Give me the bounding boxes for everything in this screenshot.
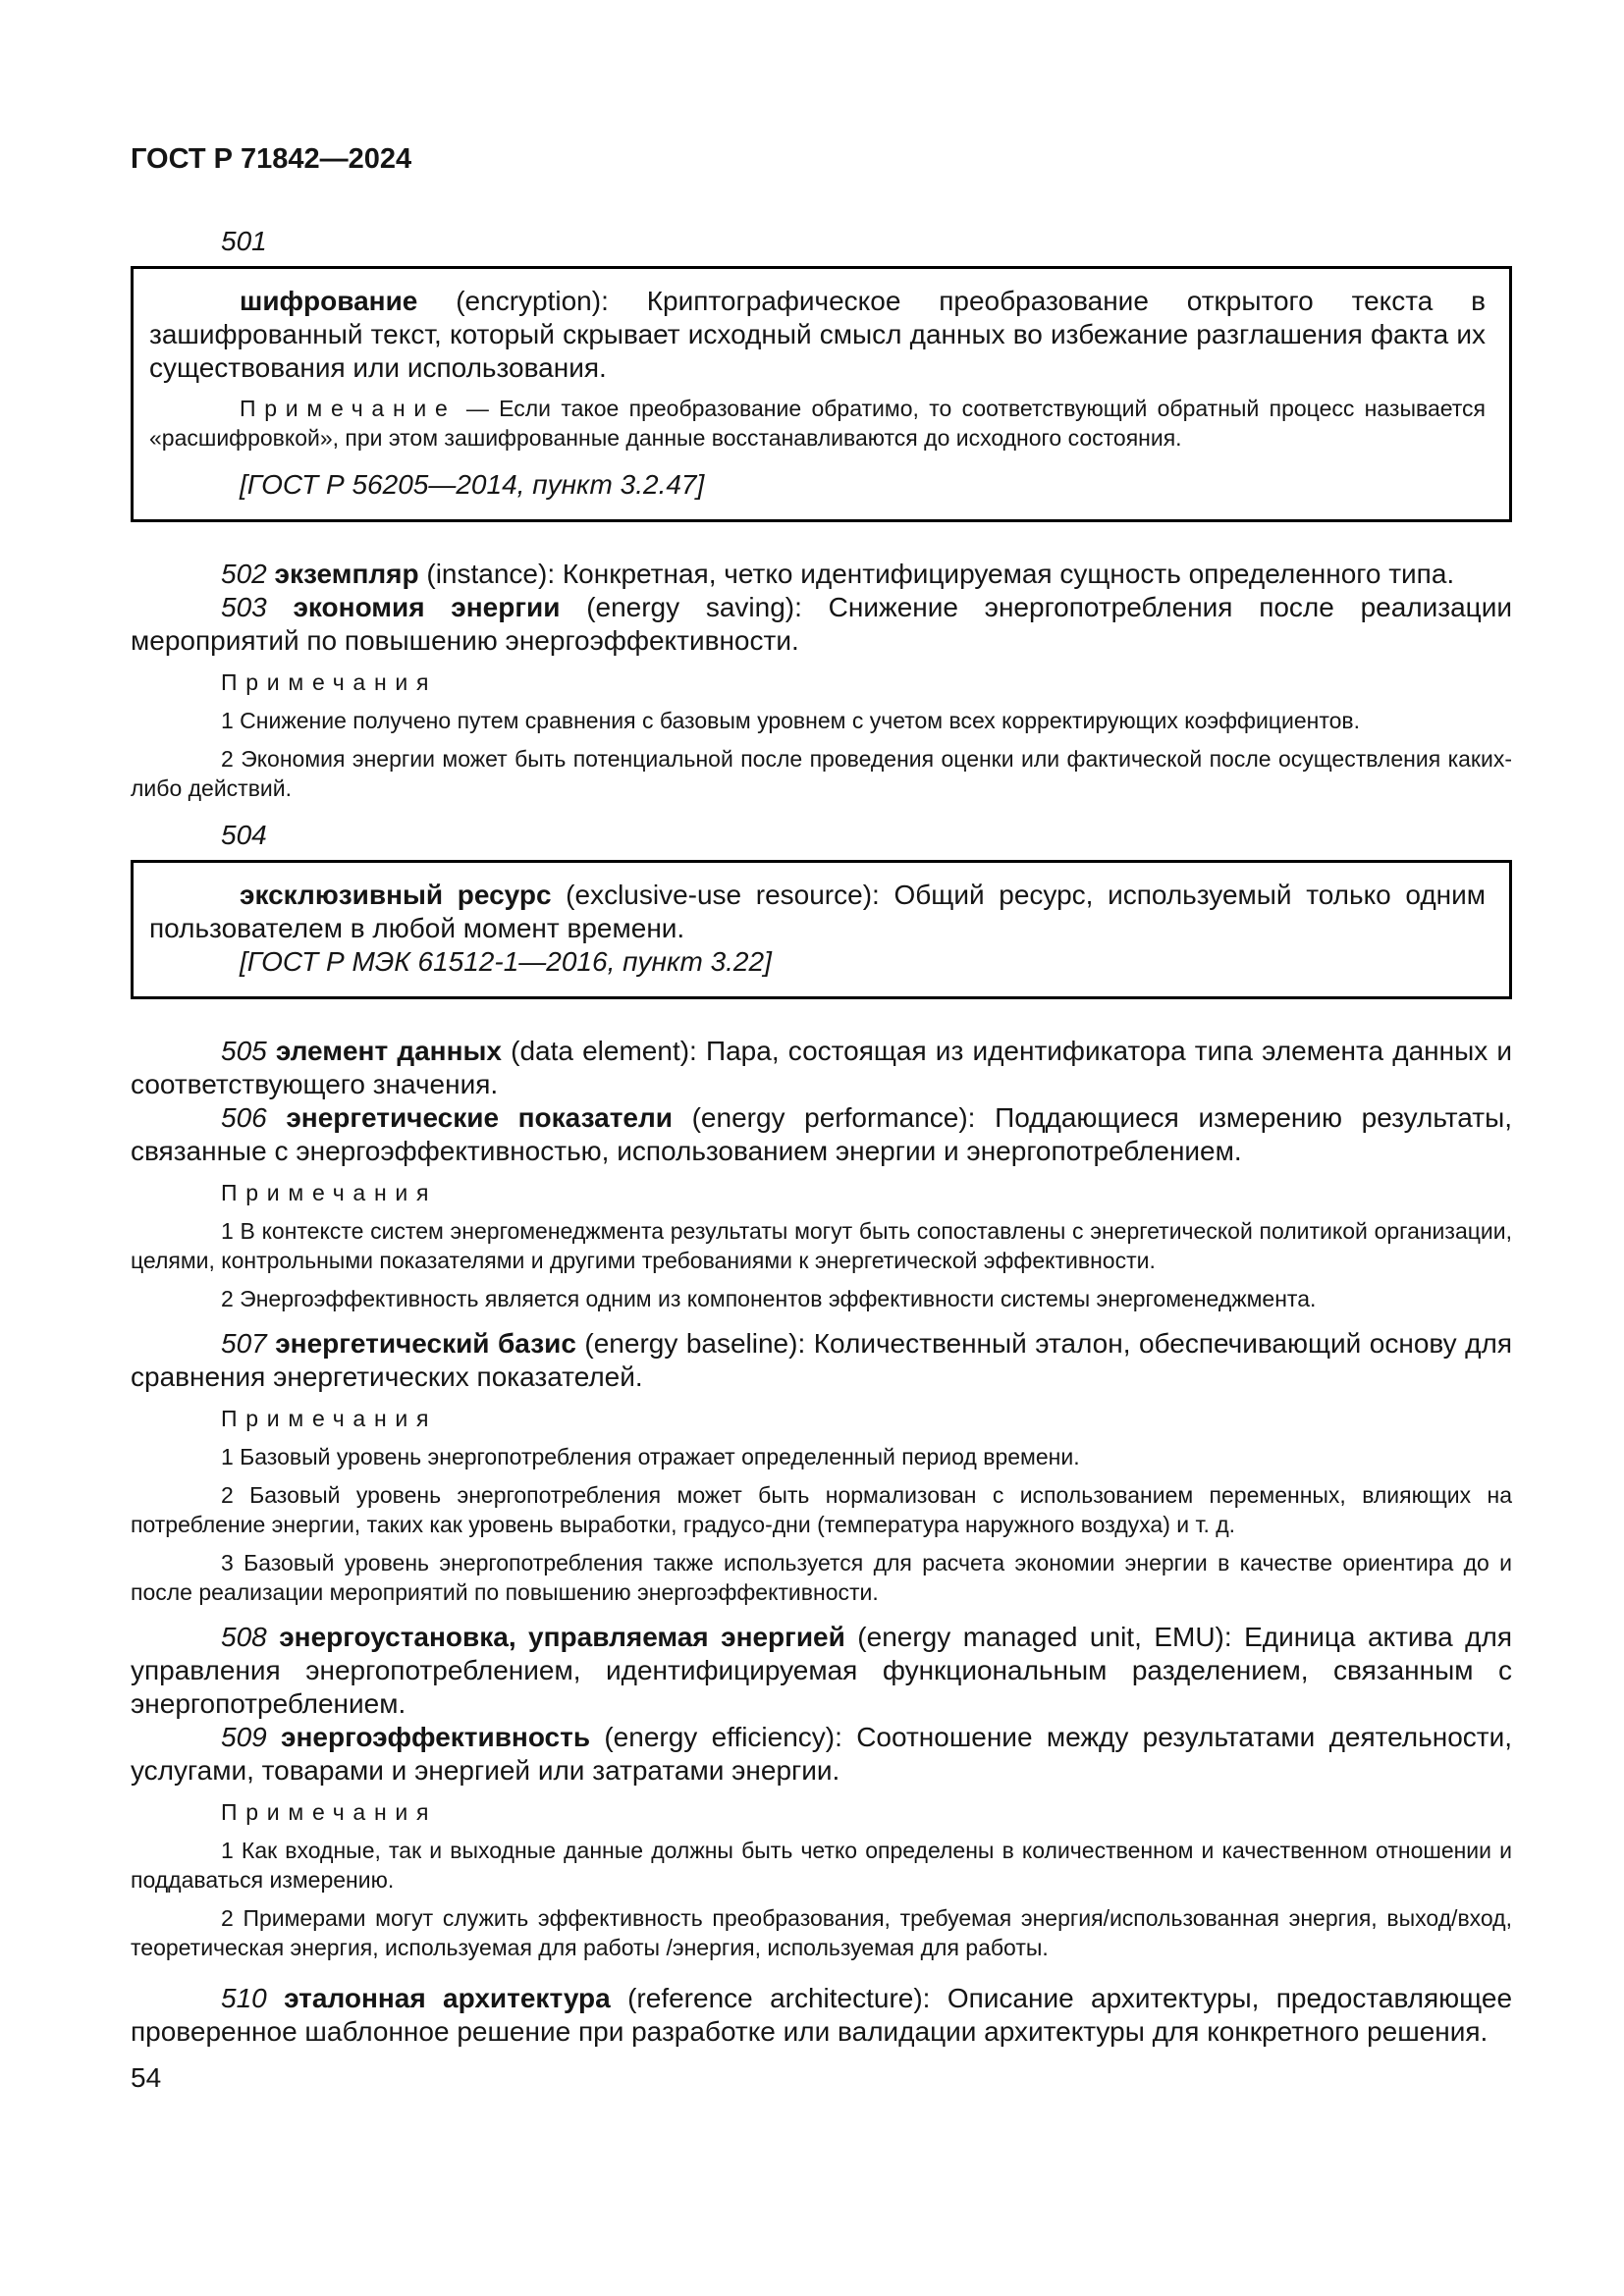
note-506-2: 2 Энергоэффективность является одним из компонентов эффективности системы энергоменеджмента.: [221, 1286, 1317, 1311]
term-text-506: Поддающиеся измерению результаты, связанные с энергоэффективностью, использованием энергии и энергопотреблением.: [131, 1102, 1512, 1166]
term-number-505: 505: [221, 1036, 267, 1066]
note-503-1: 1 Снижение получено путем сравнения с базовым уровнем с учетом всех корректирующих коэффициентов.: [221, 708, 1360, 733]
term-name-509: энергоэффективность: [281, 1722, 591, 1752]
term-text-503: Снижение энергопотребления после реализации мероприятий по повышению энергоэффективности.: [131, 592, 1512, 656]
term-lang-501: (encryption):: [456, 286, 609, 316]
term-number-508: 508: [221, 1622, 267, 1652]
term-lang-504: (exclusive-use resource):: [566, 880, 880, 910]
term-number-501: 501: [221, 226, 267, 256]
term-number-503: 503: [221, 592, 267, 622]
term-definition-510: [131, 1982, 1512, 2049]
note-label-501: Примечание: [240, 396, 457, 421]
note-509-2: 2 Примерами могут служить эффективность преобразования, требуемая энергия/использованная энергия, выход/вход, теоретическая энергия, используемая для работы /энергия, используемая для работы.: [131, 1905, 1512, 1960]
note-503-2: 2 Экономия энергии может быть потенциальной после проведения оценки или фактической после осуществления каких-либо действий.: [131, 746, 1512, 801]
term-lang-503: (energy saving):: [586, 592, 802, 622]
term-definition-506: [131, 1101, 1512, 1168]
term-lang-508: (energy managed unit, EMU):: [857, 1622, 1232, 1652]
term-definition-501: [149, 285, 1486, 385]
notes-block-506: [131, 1178, 1512, 1313]
term-number-509: 509: [221, 1722, 267, 1752]
term-citation-504: [ГОСТ Р МЭК 61512-1—2016, пункт 3.22]: [240, 946, 772, 977]
term-definition-508: [131, 1621, 1512, 1721]
notes-block-503: [131, 667, 1512, 803]
term-number-507: 507: [221, 1328, 267, 1359]
term-definition-505: [131, 1035, 1512, 1101]
note-507-1: 1 Базовый уровень энергопотребления отражает определенный период времени.: [221, 1444, 1080, 1469]
term-note-501: [149, 394, 1486, 453]
term-text-504: Общий ресурс, используемый только одним пользователем в любой момент времени.: [149, 880, 1487, 943]
page-number: 54: [131, 2062, 162, 2093]
note-text-501: — Если такое преобразование обратимо, то соответствующий обратный процесс называется «расшифровкой», при этом зашифрованные данные восстанавливаются до исходного состояния.: [149, 396, 1487, 451]
term-lang-507: (energy baseline):: [584, 1328, 806, 1359]
definition-box-501: [131, 266, 1512, 522]
term-name-503: экономия энергии: [293, 592, 561, 622]
notes-block-509: [131, 1797, 1512, 1962]
term-definition-507: [131, 1327, 1512, 1394]
term-lang-510: (reference architecture):: [627, 1983, 931, 2013]
notes-label-503: Примечания: [221, 669, 438, 695]
term-number-502: 502: [221, 559, 267, 589]
term-name-508: энергоустановка, управляемая энергией: [279, 1622, 845, 1652]
term-definition-502: [131, 558, 1512, 591]
term-name-505: элемент данных: [275, 1036, 502, 1066]
term-text-501: Криптографическое преобразование открытого текста в зашифрованный текст, который скрывает исходный смысл данных во избежание разглашения факта их существования или использования.: [149, 286, 1487, 383]
page-title: ГОСТ Р 71842—2024: [131, 143, 412, 175]
term-definition-504: [149, 879, 1486, 945]
term-text-509: Соотношение между результатами деятельности, услугами, товарами и энергией или затратами энергии.: [131, 1722, 1513, 1786]
notes-label-509: Примечания: [221, 1799, 438, 1825]
notes-label-507: Примечания: [221, 1406, 438, 1431]
term-number-510: 510: [221, 1983, 267, 2013]
term-lang-509: (energy efficiency):: [604, 1722, 842, 1752]
term-definition-509: [131, 1721, 1512, 1788]
term-text-507: Количественный эталон, обеспечивающий основу для сравнения энергетических показателей.: [131, 1328, 1512, 1392]
term-number-504: 504: [221, 820, 267, 850]
term-name-502: экземпляр: [274, 559, 419, 589]
note-507-3: 3 Базовый уровень энергопотребления также используется для расчета экономии энергии в качестве ориентира до и после реализации мероприятий по повышению энергоэффективности.: [131, 1550, 1512, 1605]
term-text-510: Описание архитектуры, предоставляющее проверенное шаблонное решение при разработке или валидации архитектуры для конкретного решения.: [131, 1983, 1513, 2047]
term-definition-503: [131, 591, 1512, 658]
definition-box-504: [131, 860, 1512, 999]
term-number-506: 506: [221, 1102, 267, 1133]
note-506-1: 1 В контексте систем энергоменеджмента результаты могут быть сопоставлены с энергетической политикой организации, целями, контрольными показателями и другими требованиями к энергетической эффективности.: [131, 1218, 1512, 1273]
notes-block-507: [131, 1404, 1512, 1607]
term-lang-506: (energy performance):: [691, 1102, 976, 1133]
term-name-507: энергетический базис: [275, 1328, 576, 1359]
term-text-502: Конкретная, четко идентифицируемая сущность определенного типа.: [562, 559, 1455, 589]
term-text-505: Пара, состоящая из идентификатора типа элемента данных и соответствующего значения.: [131, 1036, 1512, 1099]
term-name-504: эксклюзивный ресурс: [240, 880, 552, 910]
term-text-508: Единица актива для управления энергопотреблением, идентифицируемая функциональным разделением, связанным с энергопотреблением.: [131, 1622, 1513, 1719]
term-name-510: эталонная архитектура: [284, 1983, 611, 2013]
term-citation-501: [ГОСТ Р 56205—2014, пункт 3.2.47]: [240, 469, 705, 500]
term-name-506: энергетические показатели: [286, 1102, 673, 1133]
notes-label-506: Примечания: [221, 1180, 438, 1205]
term-name-501: шифрование: [240, 286, 418, 316]
term-lang-505: (data element):: [511, 1036, 697, 1066]
note-509-1: 1 Как входные, так и выходные данные должны быть четко определены в количественном и качественном отношении и поддаваться измерению.: [131, 1838, 1512, 1893]
note-507-2: 2 Базовый уровень энергопотребления может быть нормализован с использованием переменных, влияющих на потребление энергии, таких как уровень выработки, градусо-дни (температура наружного воздуха) и т. д.: [131, 1482, 1512, 1537]
term-lang-502: (instance):: [426, 559, 556, 589]
